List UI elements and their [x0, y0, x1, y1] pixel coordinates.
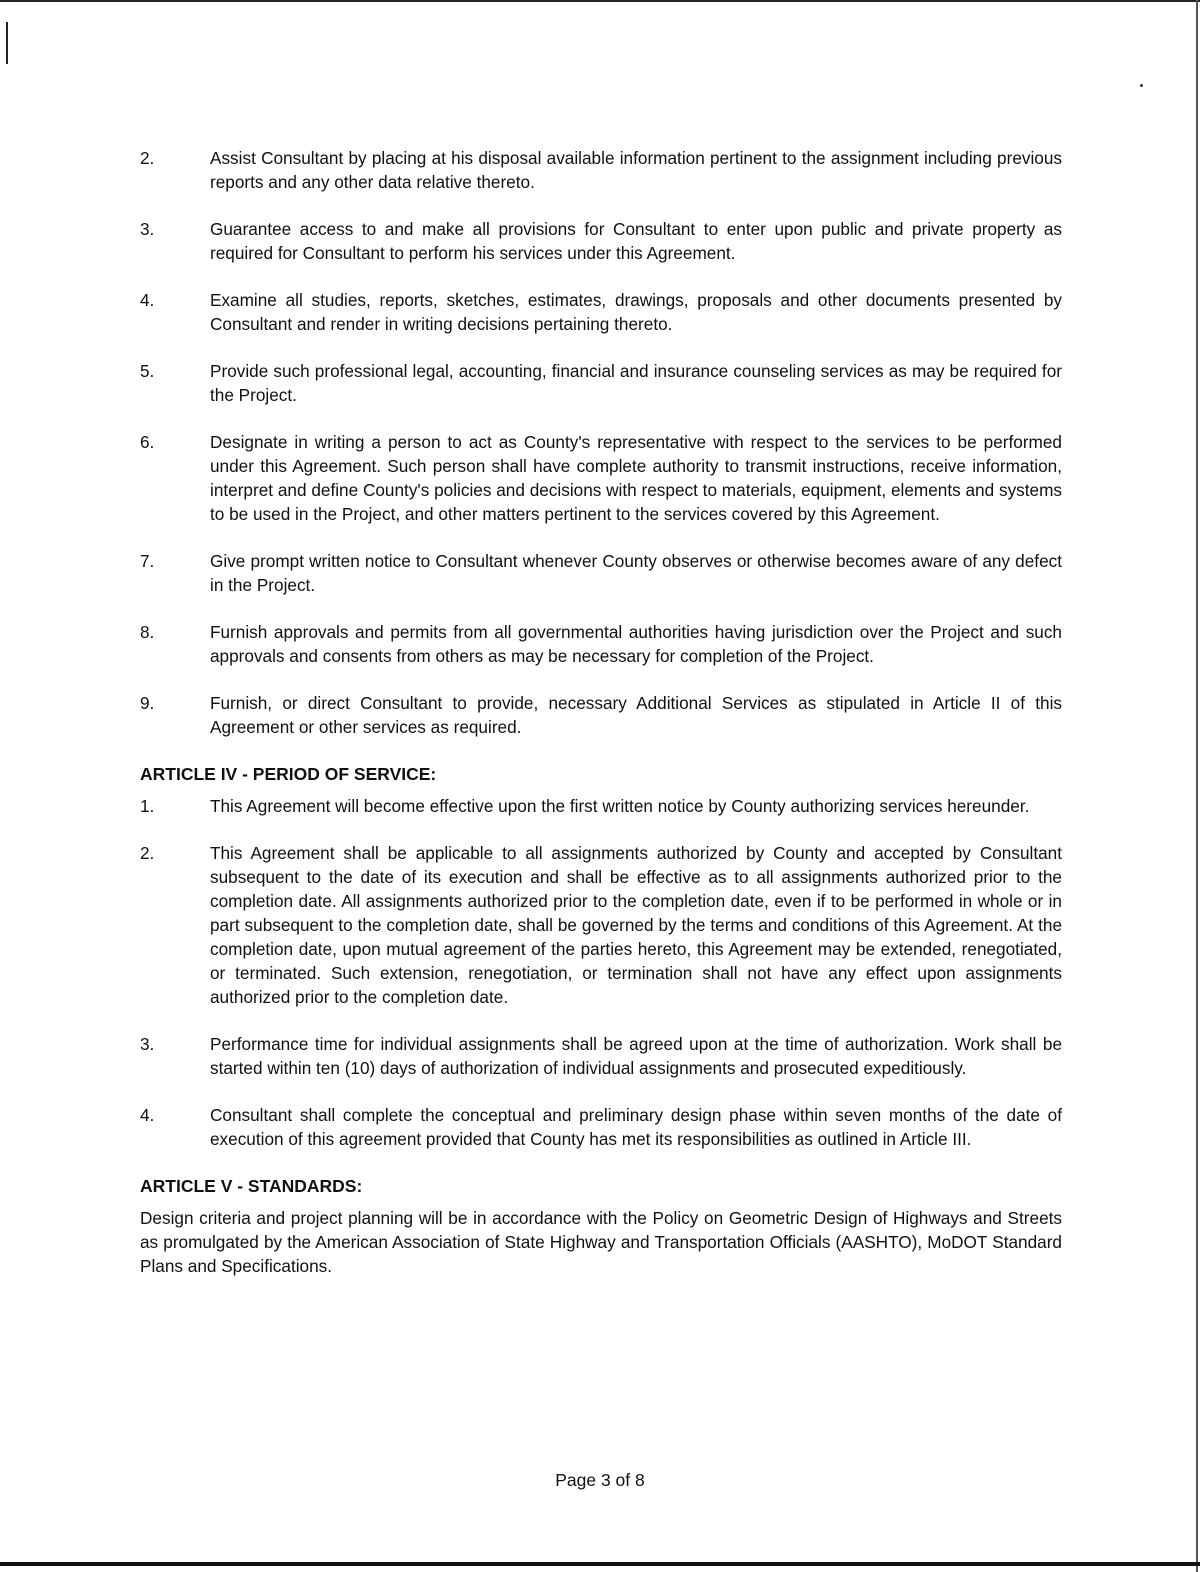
- scan-left-mark: [6, 22, 8, 64]
- scan-speck: [1140, 84, 1143, 87]
- scan-top-border: [0, 0, 1200, 2]
- article-5-paragraph: Design criteria and project planning will be in accordance with the Policy on Geometric Design of Highways and Streets as promulgated by the American Association of State Highway and Transportation Officials (AASHTO), MoDOT Standard Plans and Specifications.: [140, 1208, 1062, 1276]
- item-number: 3.: [140, 219, 155, 239]
- scan-bottom-border: [0, 1562, 1200, 1566]
- item-text: Assist Consultant by placing at his disposal available information pertinent to the assignment including previous reports and any other data relative thereto.: [210, 148, 1062, 192]
- list-item: [140, 794, 1062, 818]
- list-item: [140, 217, 1062, 265]
- item-text: Furnish, or direct Consultant to provide, necessary Additional Services as stipulated in Article II of this Agreement or other services as required.: [210, 693, 1062, 737]
- item-number: 6.: [140, 432, 155, 452]
- item-text: Consultant shall complete the conceptual and preliminary design phase within seven months of the date of execution of this agreement provided that County has met its responsibilities as outlined in Article III.: [210, 1105, 1062, 1149]
- item-text: This Agreement shall be applicable to all assignments authorized by County and accepted by Consultant subsequent to the date of its execution and shall be effective as to all assignments authorized prior to the completion date. All assignments authorized prior to the completion date, even if to be performed in whole or in part subsequent to the completion date, shall be governed by the terms and conditions of this Agreement. At the completion date, upon mutual agreement of the parties hereto, this Agreement may be extended, renegotiated, or terminated. Such extension, renegotiation, or termination shall not have any effect upon assignments authorized prior to the completion date.: [210, 843, 1062, 1007]
- item-number: 2.: [140, 148, 155, 168]
- list-item: [140, 430, 1062, 526]
- item-number: 1.: [140, 796, 155, 816]
- item-text: Give prompt written notice to Consultant whenever County observes or otherwise becomes aware of any defect in the Project.: [210, 551, 1062, 595]
- item-number: 8.: [140, 622, 155, 642]
- list-item: [140, 691, 1062, 739]
- item-text: Designate in writing a person to act as County's representative with respect to the services to be performed under this Agreement. Such person shall have complete authority to transmit instructions, receive information, interpret and define County's policies and decisions with respect to materials, equipment, elements and systems to be used in the Project, and other matters pertinent to the services covered by this Agreement.: [210, 432, 1062, 524]
- list-item: [140, 620, 1062, 668]
- page-number: Page 3 of 8: [555, 1470, 645, 1490]
- item-number: 4.: [140, 290, 155, 310]
- scan-right-edge: [1196, 0, 1198, 1572]
- item-number: 5.: [140, 361, 155, 381]
- list-item: [140, 549, 1062, 597]
- item-text: Examine all studies, reports, sketches, estimates, drawings, proposals and other documents presented by Consultant and render in writing decisions pertaining thereto.: [210, 290, 1062, 334]
- item-text: This Agreement will become effective upon the first written notice by County authorizing services hereunder.: [210, 796, 1030, 816]
- item-number: 7.: [140, 551, 155, 571]
- item-text: Guarantee access to and make all provisions for Consultant to enter upon public and private property as required for Consultant to perform his services under this Agreement.: [210, 219, 1062, 263]
- item-number: 3.: [140, 1034, 155, 1054]
- item-text: Furnish approvals and permits from all governmental authorities having jurisdiction over the Project and such approvals and consents from others as may be necessary for completion of the Project.: [210, 622, 1062, 666]
- list-item: [140, 1032, 1062, 1080]
- document-page: [140, 146, 1062, 1278]
- article-4-heading: ARTICLE IV - PERIOD OF SERVICE:: [140, 764, 437, 784]
- item-number: 2.: [140, 843, 155, 863]
- item-number: 9.: [140, 693, 155, 713]
- list-item: [140, 1103, 1062, 1151]
- item-number: 4.: [140, 1105, 155, 1125]
- item-text: Provide such professional legal, accounting, financial and insurance counseling services as may be required for the Project.: [210, 361, 1062, 405]
- list-item: [140, 359, 1062, 407]
- list-item: [140, 146, 1062, 194]
- item-text: Performance time for individual assignments shall be agreed upon at the time of authorization. Work shall be started within ten (10) days of authorization of individual assignments and prosecuted expeditiously.: [210, 1034, 1062, 1078]
- article-5-heading: ARTICLE V - STANDARDS:: [140, 1176, 363, 1196]
- list-item: [140, 288, 1062, 336]
- list-item: [140, 841, 1062, 1009]
